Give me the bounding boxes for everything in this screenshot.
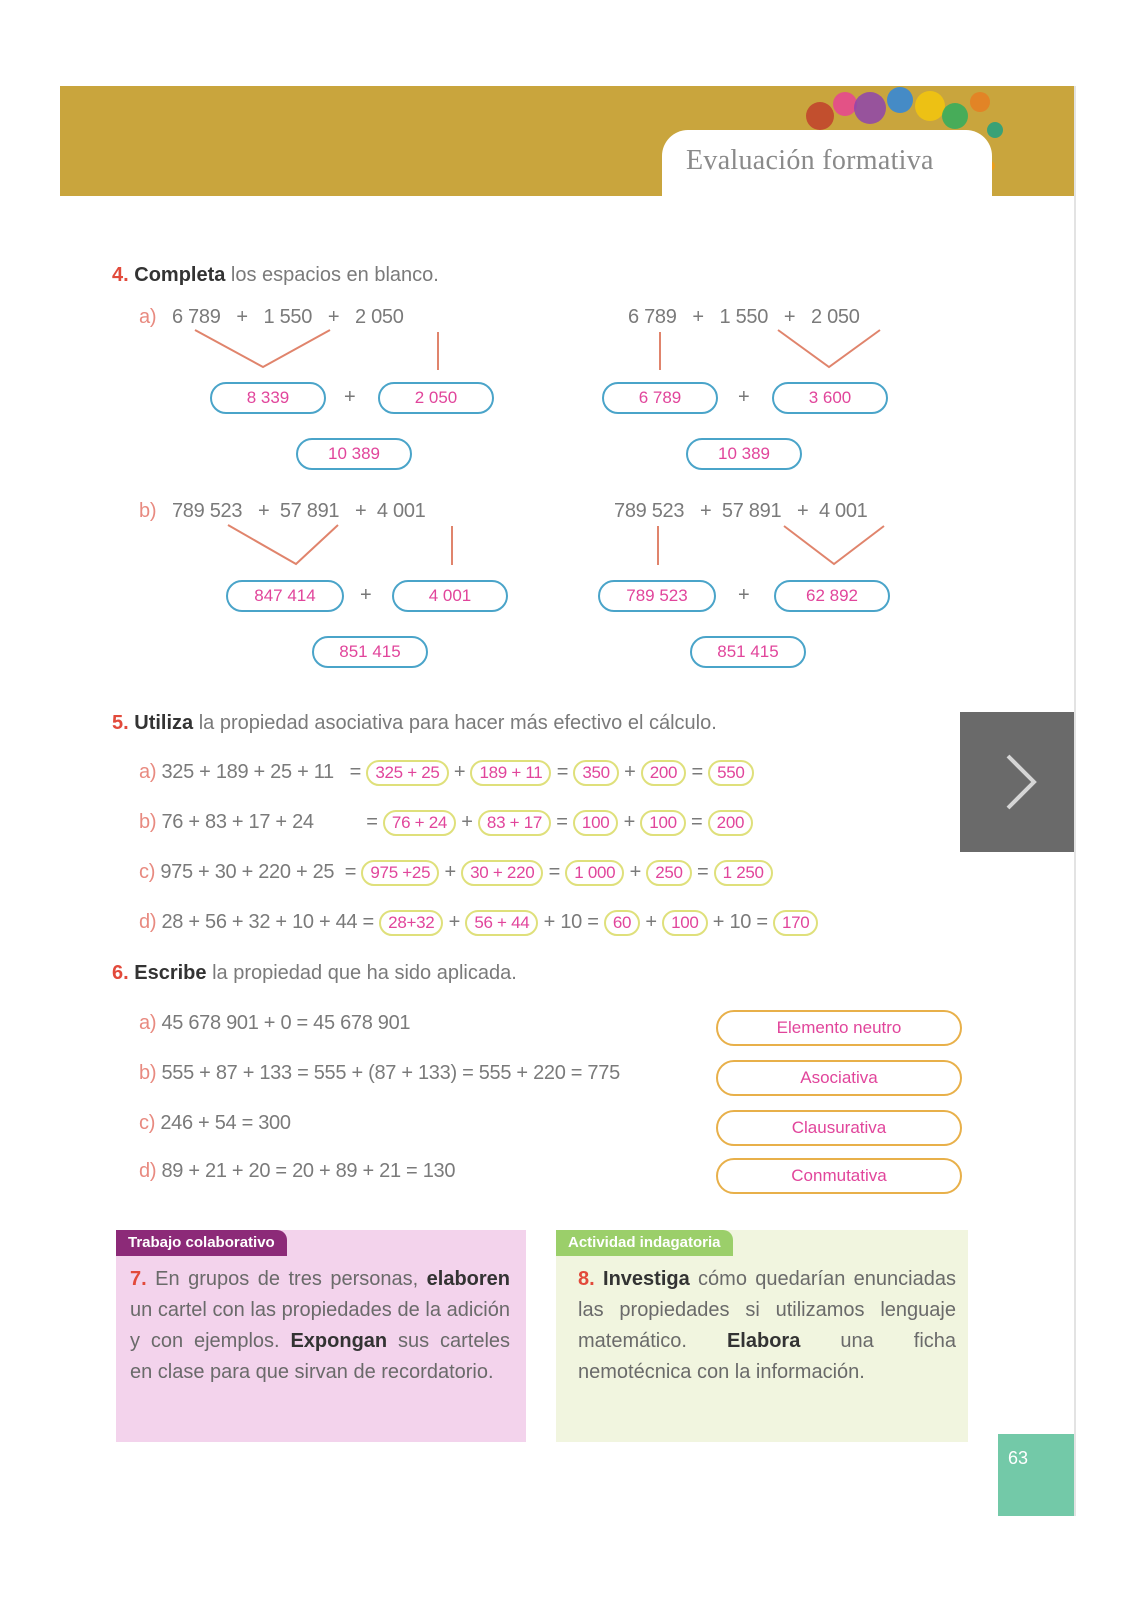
chevron-right-icon: [960, 712, 1074, 852]
q6-answer-box: Clausurativa: [716, 1110, 962, 1146]
q6-answer-box: Conmutativa: [716, 1158, 962, 1194]
answer-pill: 2 050: [378, 382, 494, 414]
question-6-heading: 6. Escribe la propiedad que ha sido aplicada.: [112, 962, 517, 984]
q4-a-left-expression: a) 6 789 + 1 550 + 2 050: [139, 306, 404, 328]
question-8-text: 8. Investiga cómo quedarían enunciadas las propiedades si utilizamos lenguaje matemático. Elabora una ficha nemotécnica con la información.: [578, 1268, 957, 1383]
answer-pill: 8 339: [210, 382, 326, 414]
q4-b-left-expression: b) 789 523 + 57 891 + 4 001: [139, 500, 426, 522]
answer-pill: 10 389: [296, 438, 412, 470]
plus-sign: +: [344, 386, 356, 408]
q4-a-right-expression: 6 789 + 1 550 + 2 050: [628, 306, 860, 328]
q4-connector-lines: [0, 0, 1131, 700]
page-number: 63: [998, 1434, 1074, 1516]
q6-row-c-expression: c) 246 + 54 = 300: [139, 1112, 291, 1134]
answer-pill: 3 600: [772, 382, 888, 414]
plus-sign: +: [738, 584, 750, 606]
question-7-text: 7. En grupos de tres personas, elaboren un cartel con las propiedades de la adición y con ejemplos. Expongan sus carteles en clase para que sirvan de recordatorio.: [130, 1268, 511, 1383]
answer-pill: 851 415: [312, 636, 428, 668]
q6-answer-box: Asociativa: [716, 1060, 962, 1096]
answer-pill: 851 415: [690, 636, 806, 668]
q5-row-d: d) 28 + 56 + 32 + 10 + 44 = 28+32 + 56 + 44 + 10 = 60 + 100 + 10 = 170: [139, 910, 818, 936]
answer-pill: 847 414: [226, 580, 344, 612]
answer-pill: 10 389: [686, 438, 802, 470]
plus-sign: +: [738, 386, 750, 408]
answer-pill: 6 789: [602, 382, 718, 414]
inquiry-activity-tag: Actividad indagatoria: [556, 1230, 733, 1256]
q6-row-b-expression: b) 555 + 87 + 133 = 555 + (87 + 133) = 555 + 220 = 775: [139, 1062, 620, 1084]
q4-b-right-expression: 789 523 + 57 891 + 4 001: [614, 500, 868, 522]
q5-row-c: c) 975 + 30 + 220 + 25 = 975 +25 + 30 + 220 = 1 000 + 250 = 1 250: [139, 860, 773, 886]
plus-sign: +: [360, 584, 372, 606]
q6-answer-box: Elemento neutro: [716, 1010, 962, 1046]
q5-row-a: a) 325 + 189 + 25 + 11 = 325 + 25 + 189 + 11 = 350 + 200 = 550: [139, 760, 754, 786]
collaborative-work-tag: Trabajo colaborativo: [116, 1230, 287, 1256]
question-5-heading: 5. Utiliza la propiedad asociativa para hacer más efectivo el cálculo.: [112, 712, 717, 734]
answer-pill: 789 523: [598, 580, 716, 612]
next-page-button[interactable]: [960, 712, 1074, 852]
q6-row-d-expression: d) 89 + 21 + 20 = 20 + 89 + 21 = 130: [139, 1160, 456, 1182]
q6-row-a-expression: a) 45 678 901 + 0 = 45 678 901: [139, 1012, 411, 1034]
q5-row-b: b) 76 + 83 + 17 + 24 = 76 + 24 + 83 + 17 = 100 + 100 = 200: [139, 810, 753, 836]
page-title: Evaluación formativa: [686, 145, 934, 176]
question-4-heading: 4. Completa los espacios en blanco.: [112, 264, 439, 286]
answer-pill: 62 892: [774, 580, 890, 612]
answer-pill: 4 001: [392, 580, 508, 612]
